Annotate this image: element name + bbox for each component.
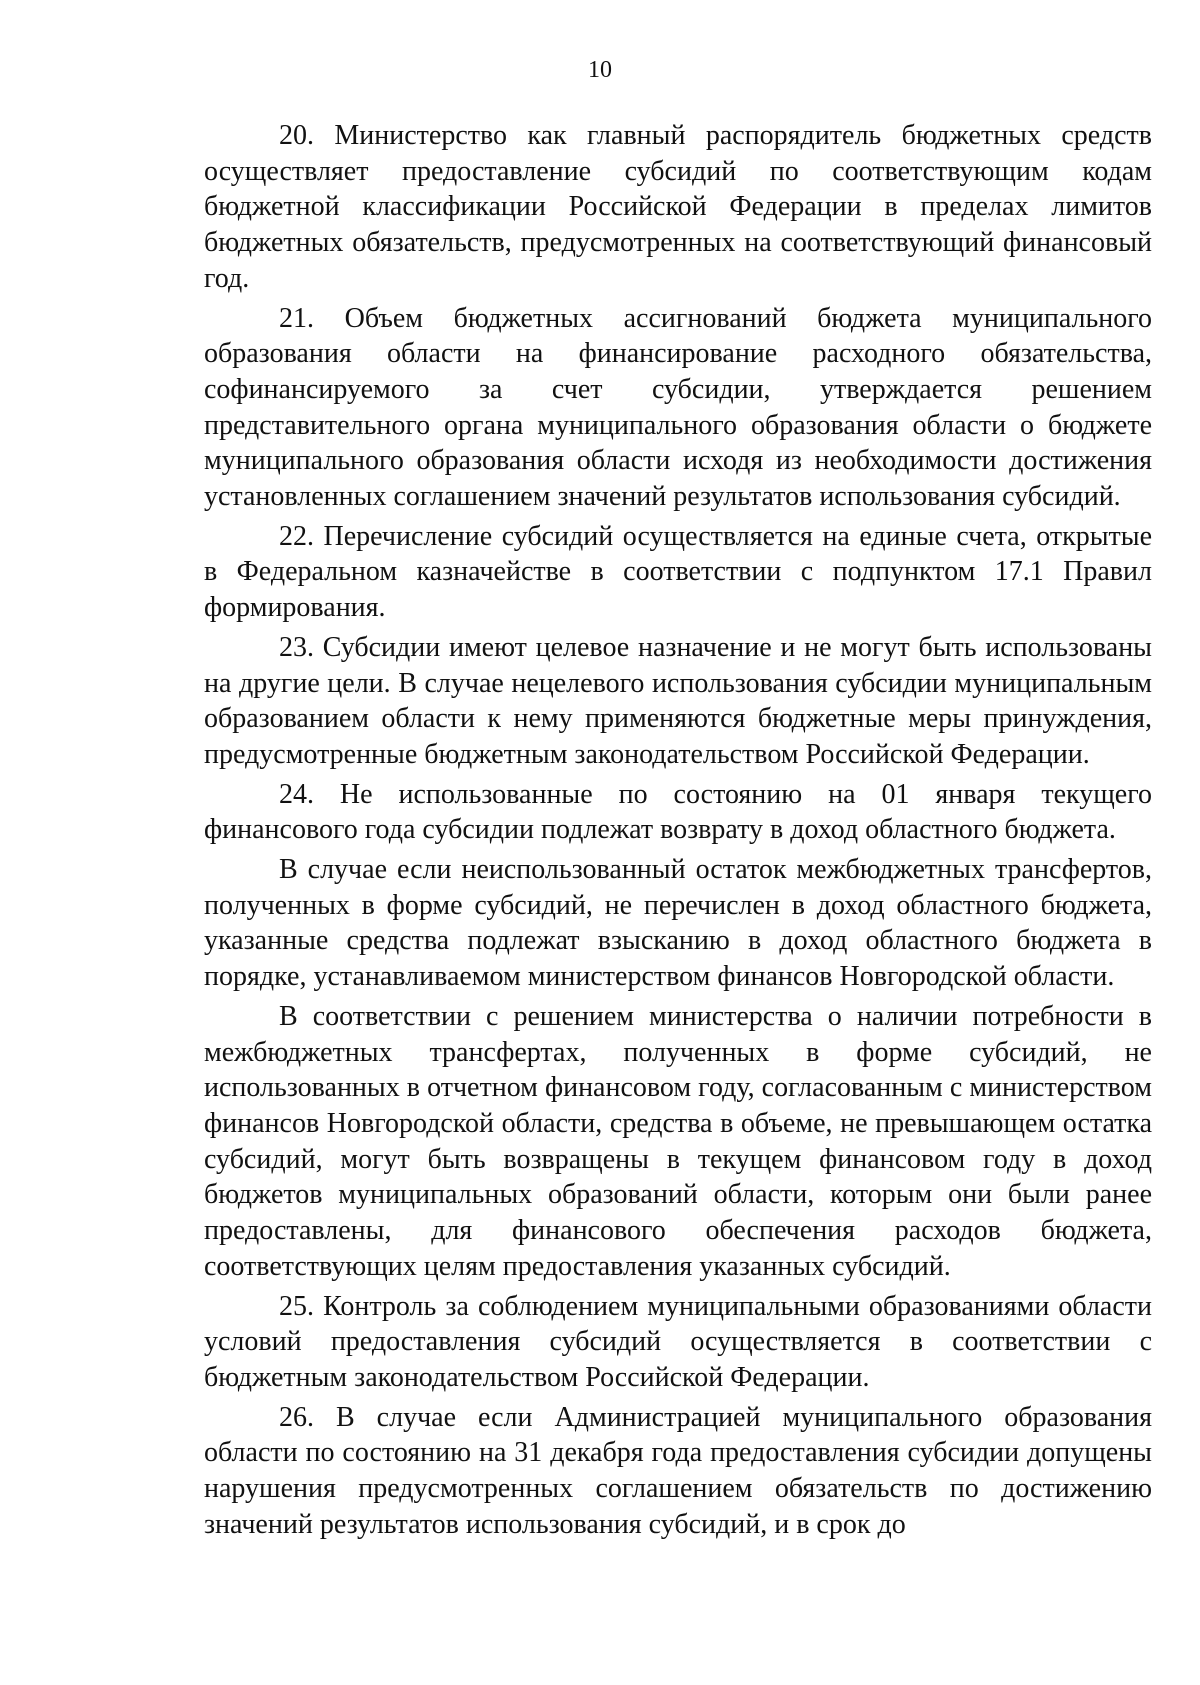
paragraph-22: 22. Перечисление субсидий осуществляется на единые счета, открытые в Федеральном казначействе в соответствии с подпунктом 17.1 Правил формирования. [204, 520, 1152, 624]
paragraph-26: 26. В случае если Администрацией муниципального образования области по состоянию на 31 декабря года предоставления субсидии допущены нарушения предусмотренных соглашением обязательств по достижению значений результатов использования субсидий, и в срок до [204, 1401, 1152, 1540]
page-number: 10 [588, 57, 612, 83]
paragraph-24: 24. Не использованные по состоянию на 01 января текущего финансового года субсидии подлежат возврату в доход областного бюджета. [204, 778, 1152, 846]
paragraph-23: 23. Субсидии имеют целевое назначение и не могут быть использованы на другие цели. В случае нецелевого использования субсидии муниципальным образованием области к нему применяются бюджетные меры принуждения, предусмотренные бюджетным законодательством Российской Федерации. [204, 631, 1152, 770]
paragraph-25: 25. Контроль за соблюдением муниципальными образованиями области условий предоставления субсидий осуществляется в соответствии с бюджетным законодательством Российской Федерации. [204, 1290, 1152, 1393]
paragraph-20: 20. Министерство как главный распорядитель бюджетных средств осуществляет предоставление субсидий по соответствующим кодам бюджетной классификации Российской Федерации в пределах лимитов бюджетных обязательств, предусмотренных на соответствующий финансовый год. [204, 120, 1152, 294]
document-body [204, 118, 1152, 1546]
paragraph-24-part-3: В соответствии с решением министерства о наличии потребности в межбюджетных трансфертах, полученных в форме субсидий, не использованных в отчетном финансовом году, согласованным с министерством финансов Новгородской области, средства в объеме, не превышающем остатка субсидий, могут быть возвращены в текущем финансовом году в доход бюджетов муниципальных образований области, которым они были ранее предоставлены, для финансового обеспечения расходов бюджета, соответствующих целям предоставления указанных субсидий. [204, 1000, 1152, 1282]
paragraph-21: 21. Объем бюджетных ассигнований бюджета муниципального образования области на финансирование расходного обязательства, софинансируемого за счет субсидии, утверждается решением представительного органа муниципального образования области о бюджете муниципального образования области исходя из необходимости достижения установленных соглашением значений результатов использования субсидий. [204, 302, 1152, 513]
paragraph-24-part-2: В случае если неиспользованный остаток межбюджетных трансфертов, полученных в форме субсидий, не перечислен в доход областного бюджета, указанные средства подлежат взысканию в доход областного бюджета в порядке, устанавливаемом министерством финансов Новгородской области. [204, 854, 1152, 993]
